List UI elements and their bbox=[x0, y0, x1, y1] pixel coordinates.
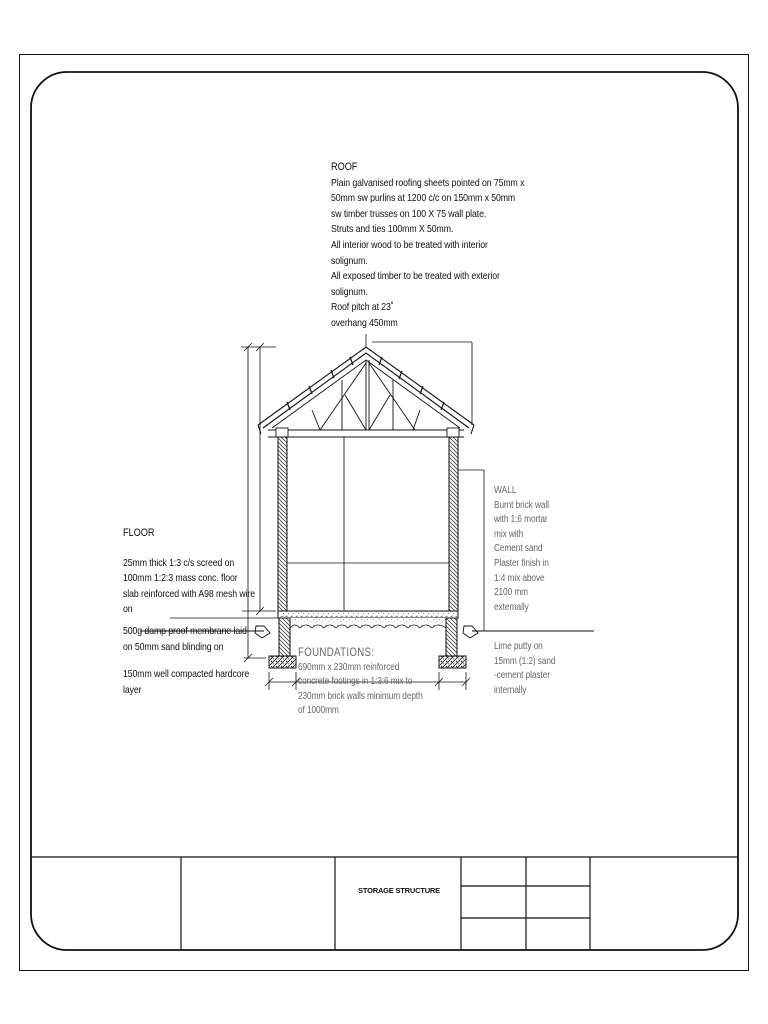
internal-note-line: internally bbox=[494, 684, 527, 696]
roof-note-line: solignum. bbox=[331, 255, 368, 267]
wall-note-line: with 1:6 mortar bbox=[494, 514, 548, 526]
foundation-note-line: of 1000mm bbox=[298, 705, 339, 717]
roof-note-line: Struts and ties 100mm X 50mm. bbox=[331, 224, 454, 236]
footing-left bbox=[269, 656, 296, 668]
wall-note-line: Cement sand bbox=[494, 543, 543, 555]
wall-note-line: externally bbox=[494, 601, 529, 613]
floor-notes bbox=[123, 526, 255, 698]
floor-note-line: 150mm well compacted hardcore bbox=[123, 669, 250, 681]
drawing-title: STORAGE STRUCTURE bbox=[358, 886, 440, 895]
wall-note-line: 1:4 mix above bbox=[494, 572, 545, 584]
roof-notes bbox=[331, 160, 524, 332]
roof-note-line: Roof pitch at 23˚ bbox=[331, 302, 394, 314]
roof-note-line: overhang 450mm bbox=[331, 317, 398, 329]
foundations-title: FOUNDATIONS: bbox=[298, 647, 375, 659]
roof-note-line: sw timber trusses on 100 X 75 wall plate. bbox=[331, 208, 487, 220]
roof-title: ROOF bbox=[331, 161, 358, 173]
roof-note-line: 50mm sw purlins at 1200 c/c on 150mm x 50mm bbox=[331, 193, 516, 205]
roof-truss bbox=[268, 360, 464, 437]
brick-wall-right bbox=[449, 437, 458, 611]
wall-title: WALL bbox=[494, 485, 517, 496]
foundation-wall-left bbox=[279, 618, 290, 656]
foundation-wall-right bbox=[446, 618, 457, 656]
floor-slab bbox=[278, 611, 458, 618]
roof-note-line: solignum. bbox=[331, 286, 368, 298]
floor-note-line: 500g damp proof membrane laid bbox=[123, 625, 247, 637]
wall-note-line: 2100 mm bbox=[494, 587, 528, 599]
floor-note-line: slab reinforced with A98 mesh wire bbox=[123, 588, 256, 600]
floor-note-line: on 50mm sand blinding on bbox=[123, 641, 224, 653]
title-block bbox=[31, 857, 738, 950]
wall-note-line: Burnt brick wall bbox=[494, 499, 549, 511]
roof-note-line: All interior wood to be treated with interior bbox=[331, 239, 488, 251]
foundation-note-line: concrete footings in 1:3:6 mix to bbox=[298, 676, 413, 688]
footing-right bbox=[439, 656, 466, 668]
roof-note-line: Plain galvanised roofing sheets pointed on 75mm x bbox=[331, 177, 525, 189]
foundation-notes bbox=[298, 646, 423, 719]
floor-note-line: 25mm thick 1:3 c/s screed on bbox=[123, 557, 235, 569]
roof-note-line: All exposed timber to be treated with exterior bbox=[331, 271, 500, 283]
floor-note-line bbox=[123, 655, 255, 667]
purlins bbox=[287, 357, 444, 410]
wall-plate-left bbox=[276, 428, 288, 437]
floor-note-line: layer bbox=[123, 684, 142, 696]
internal-note-line: -cement plaster bbox=[494, 670, 550, 682]
floor-title: FLOOR bbox=[123, 527, 155, 539]
brick-wall-left bbox=[278, 437, 287, 611]
wall-note-line: Plaster finish in bbox=[494, 557, 549, 569]
floor-note-line: on bbox=[123, 604, 133, 616]
foundation-note-line: 690mm x 230mm reinforced bbox=[298, 661, 400, 673]
floor-note-line: 100mm 1:2:3 mass conc. floor bbox=[123, 573, 238, 585]
internal-plaster-notes bbox=[494, 640, 555, 698]
wall-note-line: mix with bbox=[494, 528, 524, 540]
foundation-note-line: 230mm brick walls minimum depth bbox=[298, 690, 423, 702]
internal-note-line: Lime putty on bbox=[494, 641, 543, 652]
wall-notes bbox=[494, 484, 549, 615]
internal-note-line: 15mm (1:2) sand bbox=[494, 655, 556, 667]
wall-plate-right bbox=[447, 428, 459, 437]
dimension-lines bbox=[241, 334, 472, 690]
